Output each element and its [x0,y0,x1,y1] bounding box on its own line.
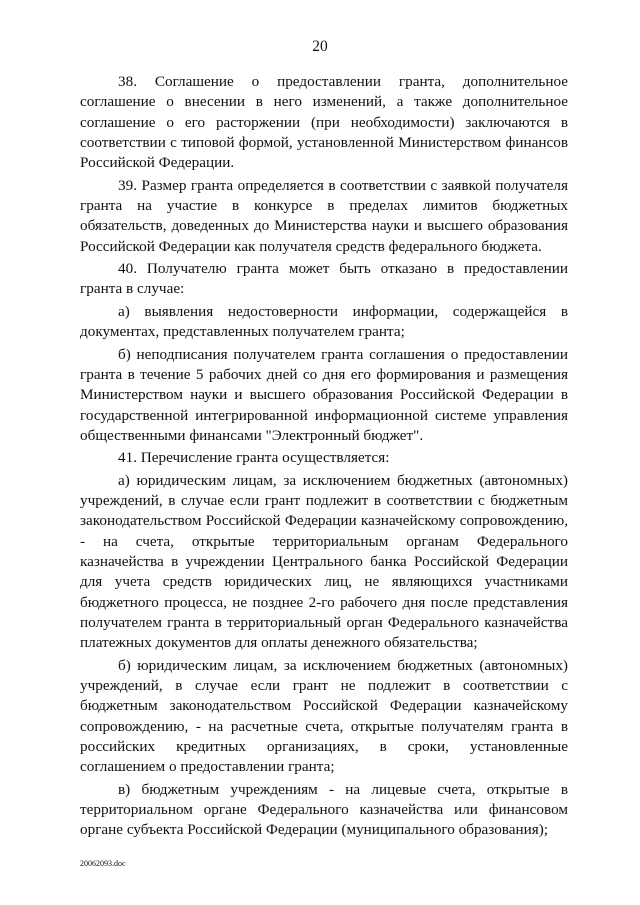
paragraph-41-v: в) бюджетным учреждениям - на лицевые счета, открытые в территориальном органе Федерального казначейства или финансовом органе субъекта Российской Федерации (муниципального образования); [80,780,568,839]
paragraph-40-a: а) выявления недостоверности информации, содержащейся в документах, представленных получателем гранта; [80,302,568,341]
paragraph-40-b: б) неподписания получателем гранта соглашения о предоставлении гранта в течение 5 рабочих дней со дня его формирования и размещения Министерством науки и высшего образования Российской Федерации в государственной интегрированной информационной системе управления общественными финансами "Электронный бюджет". [80,345,568,444]
paragraph-41-a: а) юридическим лицам, за исключением бюджетных (автономных) учреждений, в случае если грант подлежит в соответствии с бюджетным законодательством Российской Федерации казначейскому сопровождению, - на счета, открытые территориальным органам Федерального казначейства в учреждении Центрального банка Российской Федерации для учета средств юридических лиц, не являющихся участниками бюджетного процесса, не позднее 2-го рабочего дня после представления получателем гранта в территориальный орган Федерального казначейства платежных документов для оплаты денежного обязательства; [80,471,568,652]
document-file-code: 20062093.doc [80,859,126,868]
paragraph-41-b: б) юридическим лицам, за исключением бюджетных (автономных) учреждений, в случае если грант не подлежит в соответствии с бюджетным законодательством Российской Федерации казначейскому сопровождению, - на расчетные счета, открытые получателям гранта в российских кредитных организациях, в сроки, установленные соглашением о предоставлении гранта; [80,656,568,776]
page-number: 20 [312,38,328,55]
paragraph-38: 38. Соглашение о предоставлении гранта, дополнительное соглашение о внесении в него изменений, а также дополнительное соглашение о его расторжении (при необходимости) заключаются в соответствии с типовой формой, установленной Министерством финансов Российской Федерации. [80,73,568,172]
paragraph-41: 41. Перечисление гранта осуществляется: [118,449,390,467]
document-body [80,72,568,843]
paragraph-39: 39. Размер гранта определяется в соответствии с заявкой получателя гранта на участие в конкурсе в пределах лимитов бюджетных обязательств, доведенных до Министерства науки и высшего образования Российской Федерации как получателя средств федерального бюджета. [80,176,568,255]
paragraph-40: 40. Получателю гранта может быть отказано в предоставлении гранта в случае: [80,260,568,298]
